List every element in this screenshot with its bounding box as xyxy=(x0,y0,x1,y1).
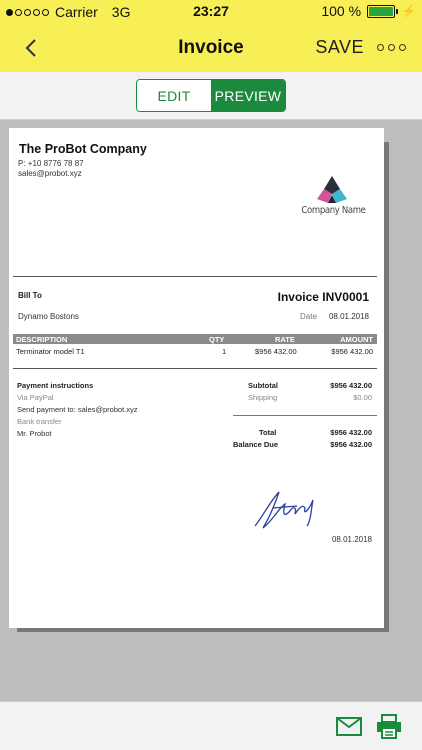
item-amount: $956 432.00 xyxy=(331,347,373,356)
total-label: Total xyxy=(259,428,277,437)
col-qty: QTY xyxy=(209,335,225,344)
signature-image xyxy=(253,486,323,536)
printer-icon[interactable] xyxy=(376,714,402,739)
item-qty: 1 xyxy=(222,347,227,356)
save-button[interactable]: SAVE xyxy=(315,37,364,57)
col-description: DESCRIPTION xyxy=(16,335,68,344)
company-phone: P: +10 8776 78 87 xyxy=(18,159,84,168)
header xyxy=(0,0,422,72)
mail-icon[interactable] xyxy=(336,717,362,736)
shipping-value: $0.00 xyxy=(353,393,372,402)
battery-icon xyxy=(367,5,395,18)
mode-bar xyxy=(0,72,422,120)
divider xyxy=(13,276,377,277)
date-label: Date xyxy=(300,312,317,321)
total-value: $956 432.00 xyxy=(330,428,372,437)
col-rate: RATE xyxy=(275,335,295,344)
page-title: Invoice xyxy=(178,37,244,58)
payment-name: Mr. Probot xyxy=(17,429,52,438)
logo-text: Company Name xyxy=(301,205,366,216)
network-type: 3G xyxy=(111,4,131,20)
bill-to-label: Bill To xyxy=(18,291,42,300)
company-contact xyxy=(18,159,84,179)
invoice-page xyxy=(9,128,384,628)
bottom-toolbar xyxy=(0,701,422,750)
items-table-header xyxy=(13,334,377,344)
edit-preview-toggle[interactable] xyxy=(136,79,286,112)
tab-edit[interactable]: EDIT xyxy=(137,80,211,111)
payment-bank: Bank transfer xyxy=(17,417,62,426)
more-icon[interactable] xyxy=(377,44,406,51)
divider xyxy=(13,368,377,369)
clock: 23:27 xyxy=(193,3,229,19)
subtotal-value: $956 432.00 xyxy=(330,381,372,390)
item-rate: $956 432.00 xyxy=(255,347,297,356)
totals-divider xyxy=(233,415,377,416)
status-bar xyxy=(0,0,422,22)
col-amount: AMOUNT xyxy=(340,335,373,344)
bill-to-name: Dynamo Bostons xyxy=(18,312,79,321)
payment-via: Via PayPal xyxy=(17,393,54,402)
battery-percent: 100 % xyxy=(321,3,362,19)
shipping-label: Shipping xyxy=(248,393,278,402)
company-name: The ProBot Company xyxy=(19,142,147,156)
invoice-date: 08.01.2018 xyxy=(328,312,369,321)
invoice-title: Invoice INV0001 xyxy=(277,290,369,304)
item-description: Terminator model T1 xyxy=(16,347,85,356)
subtotal-label: Subtotal xyxy=(248,381,278,390)
tab-preview[interactable]: PREVIEW xyxy=(211,80,285,111)
table-row xyxy=(13,346,377,356)
charging-icon: ⚡ xyxy=(401,4,416,18)
payment-heading: Payment instructions xyxy=(17,381,94,390)
navigation-bar xyxy=(0,26,422,72)
balance-due-label: Balance Due xyxy=(233,440,279,449)
balance-due-value: $956 432.00 xyxy=(330,440,372,449)
carrier-name: Carrier xyxy=(55,4,98,20)
company-email: sales@probot.xyz xyxy=(18,169,82,178)
signature-date: 08.01.2018 xyxy=(331,535,372,544)
payment-send-to: Send payment to: sales@probot.xyz xyxy=(17,405,138,414)
